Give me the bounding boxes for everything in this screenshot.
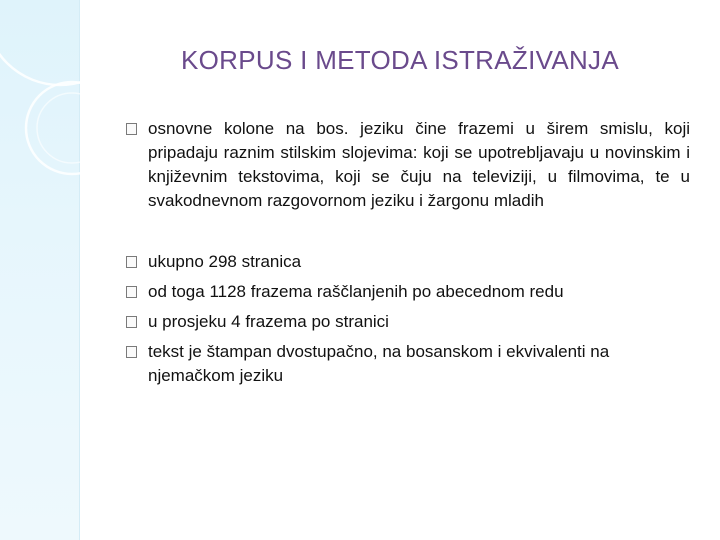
list-item <box>126 117 690 213</box>
bullet-box-icon <box>126 346 137 358</box>
list-item <box>126 340 690 388</box>
bullet-box-icon <box>126 316 137 328</box>
bullet-box-icon <box>126 123 137 135</box>
bullet-box-icon <box>126 256 137 268</box>
bullet-text: tekst je štampan dvostupačno, na bosanskom i ekvivalenti na njemačkom jeziku <box>148 342 610 385</box>
list-item <box>126 280 690 304</box>
bullet-text: osnovne kolone na bos. jeziku čine frazemi u širem smislu, koji pripadaju raznim stilskim slojevima: koji se upotrebljavaju u novinskim i književnim tekstovima, koji se čuju na televiziji, u filmovima, te u svakodnevnom razgovornom jeziku i žargonu mladih <box>148 119 690 210</box>
decor-circle-inner <box>37 93 107 163</box>
slide-title: KORPUS I METODA ISTRAŽIVANJA <box>181 45 619 75</box>
bullet-text: od toga 1128 frazema raščlanjenih po abecednom redu <box>148 282 564 301</box>
bullet-text: ukupno 298 stranica <box>148 252 302 271</box>
bullet-box-icon <box>126 286 137 298</box>
list-item <box>126 250 690 274</box>
list-item <box>126 310 690 334</box>
decor-circle-medium <box>26 82 118 174</box>
bullet-list <box>126 117 690 388</box>
bullet-text: u prosjeku 4 frazema po stranici <box>148 312 389 331</box>
